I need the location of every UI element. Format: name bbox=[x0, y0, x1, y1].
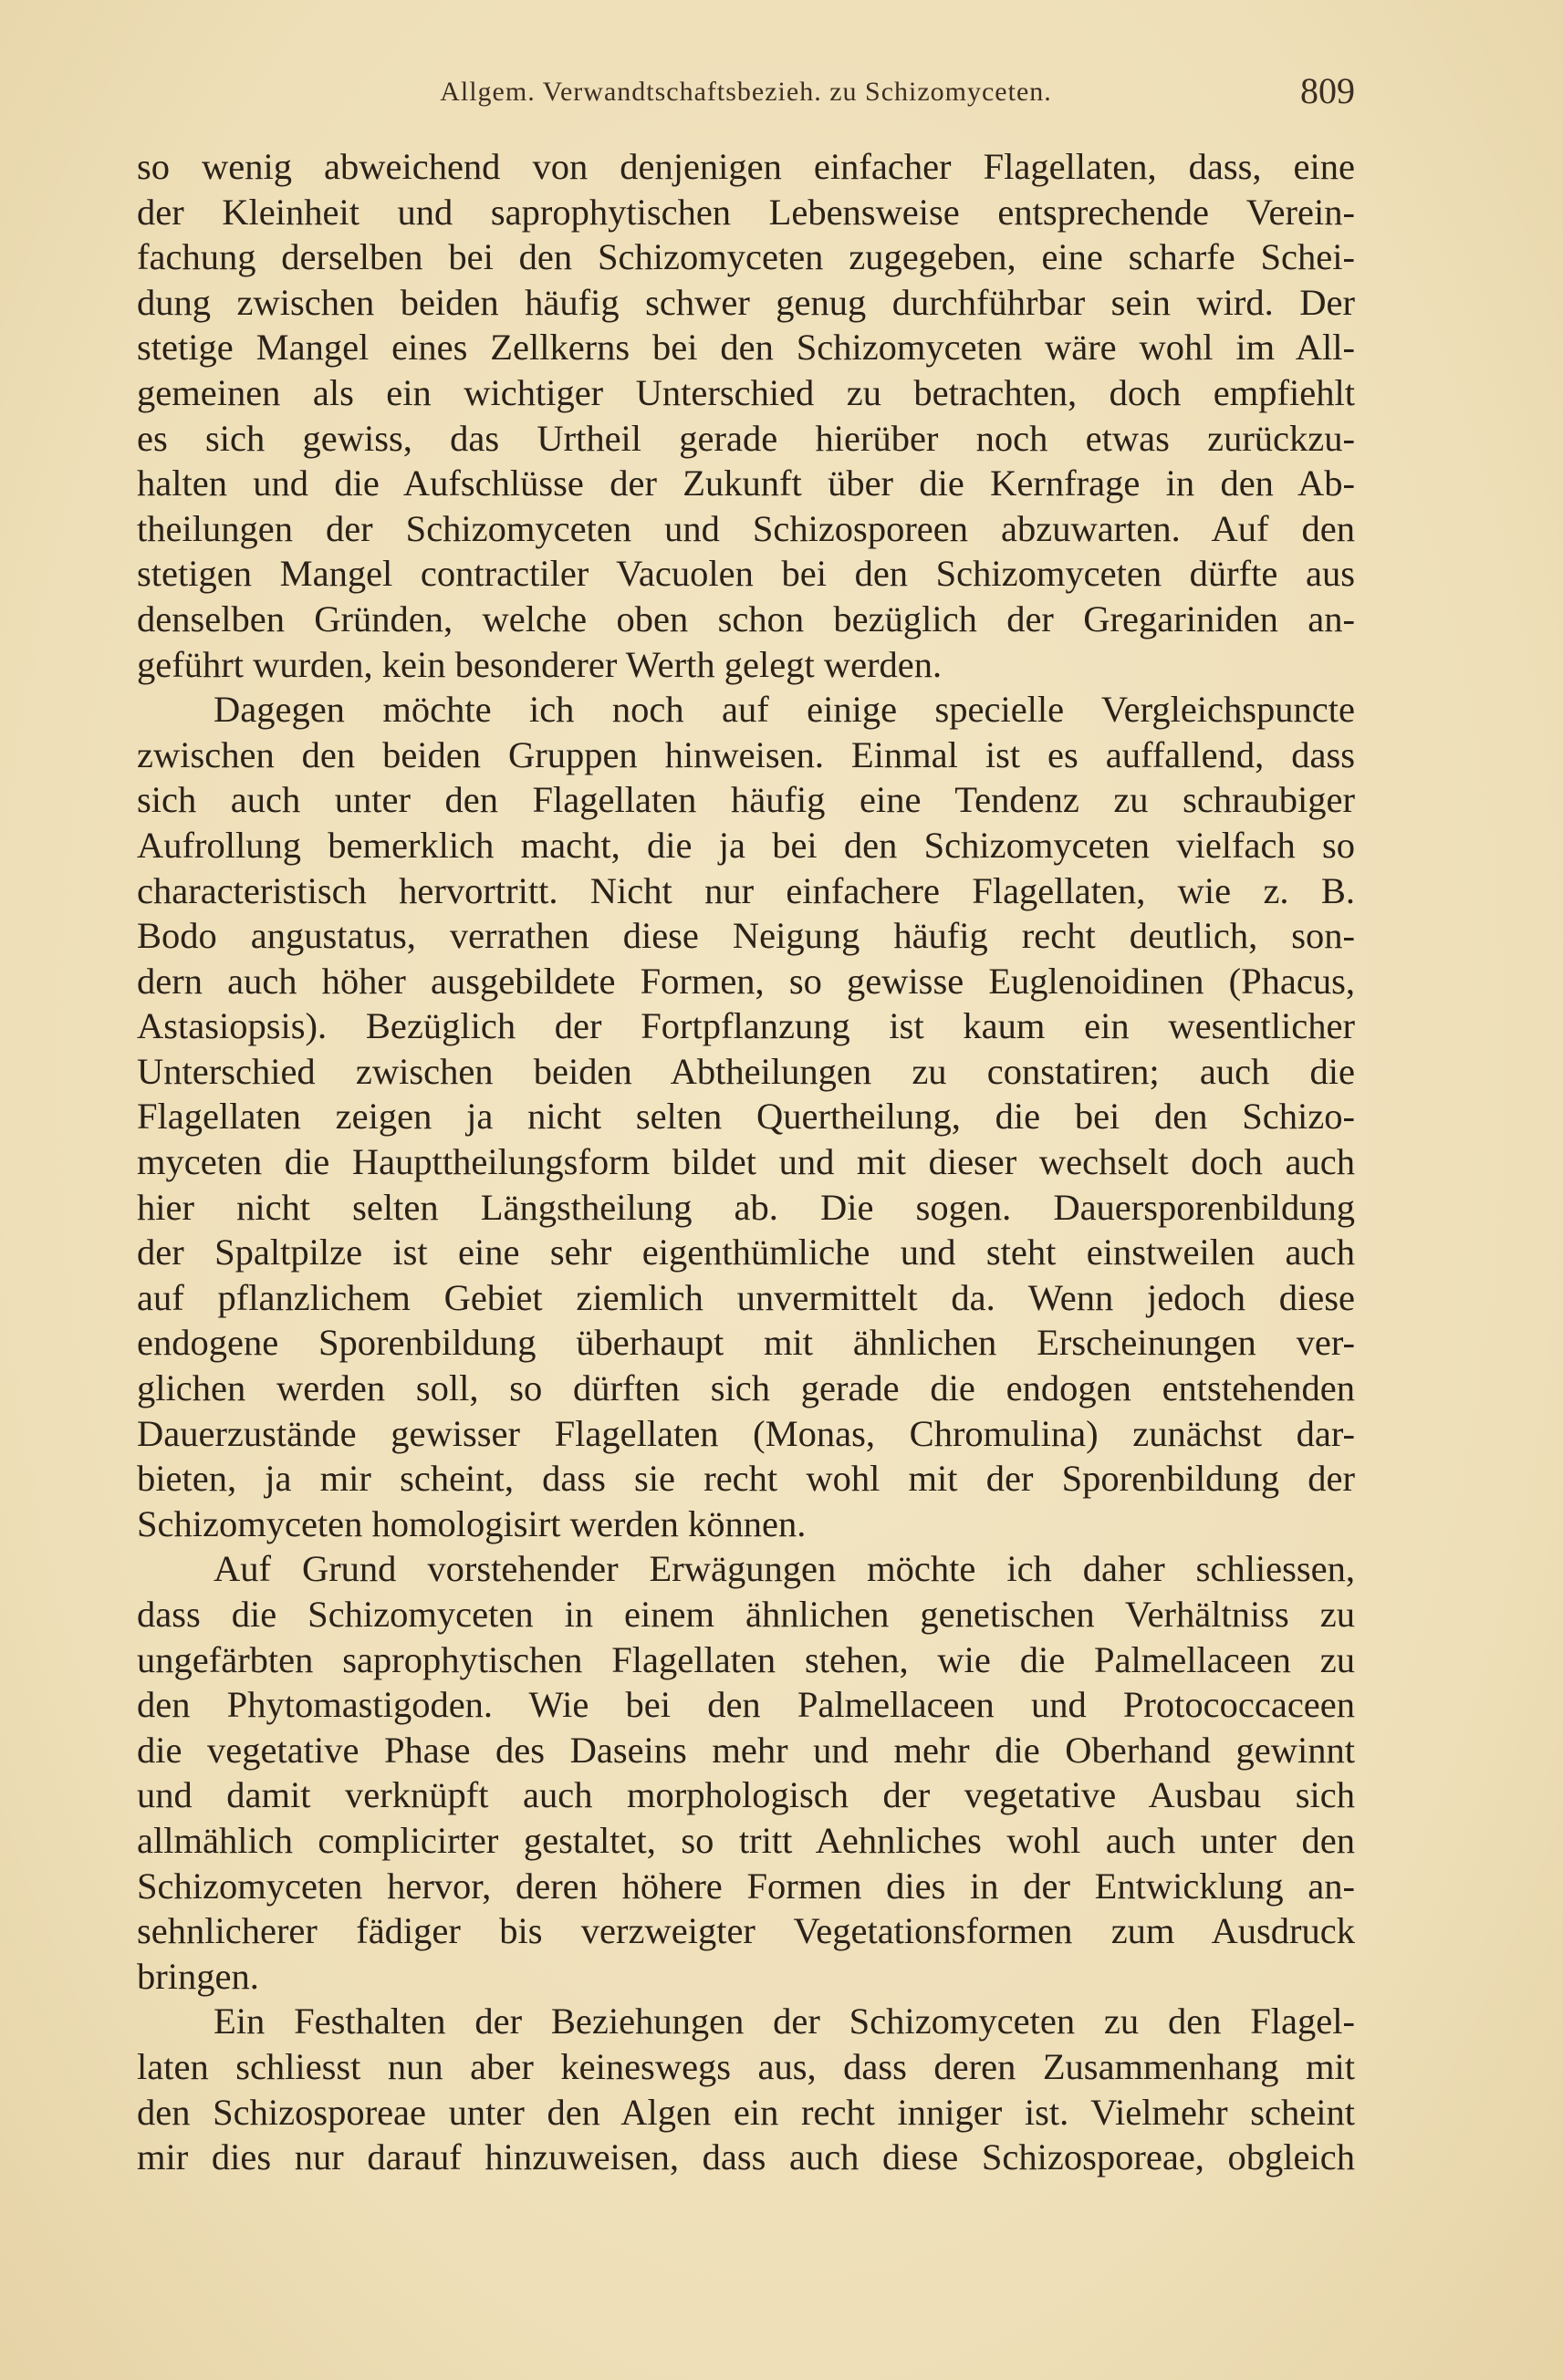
text-line: Schizomyceten homologisirt werden können. bbox=[137, 1502, 807, 1544]
text-line: dern auch höher ausgebildete Formen, so gewisse Euglenoidinen (Phacus, bbox=[137, 960, 1355, 1002]
text-line: theilungen der Schizomyceten und Schizosporeen abzuwarten. Auf den bbox=[137, 507, 1355, 549]
text-line: bringen. bbox=[137, 1955, 259, 1997]
text-line: der Spaltpilze ist eine sehr eigenthümliche und steht einstweilen auch bbox=[137, 1232, 1355, 1273]
text-line: so wenig abweichend von denjenigen einfacher Flagellaten, dass, eine bbox=[137, 146, 1355, 187]
text-line: die vegetative Phase des Daseins mehr und mehr die Oberhand gewinnt bbox=[137, 1729, 1355, 1771]
text-line: sich auch unter den Flagellaten häufig eine Tendenz zu schraubiger bbox=[137, 779, 1355, 821]
text-line: Dagegen möchte ich noch auf einige specielle Vergleichspuncte bbox=[214, 689, 1355, 731]
body-text bbox=[137, 144, 1355, 2180]
running-title: Allgem. Verwandtschaftsbezieh. zu Schizomyceten. bbox=[440, 77, 1052, 107]
text-line: dung zwischen beiden häufig schwer genug durchführbar sein wird. Der bbox=[137, 281, 1355, 323]
paragraph-4 bbox=[137, 1999, 1355, 2179]
text-line: endogene Sporenbildung überhaupt mit ähnlichen Erscheinungen ver- bbox=[137, 1322, 1355, 1364]
text-line: zwischen den beiden Gruppen hinweisen. Einmal ist es auffallend, dass bbox=[137, 733, 1355, 775]
text-line: mir dies nur darauf hinzuweisen, dass auch diese Schizosporeae, obgleich bbox=[137, 2136, 1355, 2178]
text-line: myceten die Haupttheilungsform bildet und mit dieser wechselt doch auch bbox=[137, 1141, 1355, 1183]
text-line: hier nicht selten Längstheilung ab. Die sogen. Dauersporenbildung bbox=[137, 1186, 1355, 1228]
paragraph-1 bbox=[137, 144, 1355, 687]
text-line: der Kleinheit und saprophytischen Lebensweise entsprechende Verein- bbox=[137, 191, 1355, 233]
text-line: stetige Mangel eines Zellkerns bei den Schizomyceten wäre wohl im All- bbox=[137, 327, 1355, 369]
text-line: Dauerzustände gewisser Flagellaten (Monas, Chromulina) zunächst dar- bbox=[137, 1412, 1355, 1454]
text-line: fachung derselben bei den Schizomyceten zugegeben, eine scharfe Schei- bbox=[137, 236, 1355, 278]
text-line: gemeinen als ein wichtiger Unterschied zu betrachten, doch empfiehlt bbox=[137, 371, 1355, 413]
text-line: Unterschied zwischen beiden Abtheilungen zu constatiren; auch die bbox=[137, 1050, 1355, 1092]
paragraph-3 bbox=[137, 1546, 1355, 1999]
text-line: den Phytomastigoden. Wie bei den Palmellaceen und Protococcaceen bbox=[137, 1684, 1355, 1726]
paragraph-2 bbox=[137, 687, 1355, 1546]
text-line: bieten, ja mir scheint, dass sie recht wohl mit der Sporenbildung der bbox=[137, 1458, 1355, 1500]
text-line: Auf Grund vorstehender Erwägungen möchte ich daher schliessen, bbox=[214, 1548, 1355, 1590]
text-line: Aufrollung bemerklich macht, die ja bei den Schizomyceten vielfach so bbox=[137, 824, 1355, 866]
text-line: dass die Schizomyceten in einem ähnlichen genetischen Verhältniss zu bbox=[137, 1594, 1355, 1635]
text-line: laten schliesst nun aber keineswegs aus, dass deren Zusammenhang mit bbox=[137, 2045, 1355, 2087]
text-line: Astasiopsis). Bezüglich der Fortpflanzung ist kaum ein wesentlicher bbox=[137, 1005, 1355, 1047]
page-number: 809 bbox=[1300, 70, 1355, 111]
text-line: halten und die Aufschlüsse der Zukunft über die Kernfrage in den Ab- bbox=[137, 462, 1355, 504]
text-line: ungefärbten saprophytischen Flagellaten stehen, wie die Palmellaceen zu bbox=[137, 1638, 1355, 1680]
text-line: auf pflanzlichem Gebiet ziemlich unvermittelt da. Wenn jedoch diese bbox=[137, 1276, 1355, 1318]
text-line: es sich gewiss, das Urtheil gerade hierüber noch etwas zurückzu- bbox=[137, 417, 1355, 459]
text-line: geführt wurden, kein besonderer Werth gelegt werden. bbox=[137, 643, 943, 685]
text-line: den Schizosporeae unter den Algen ein recht inniger ist. Vielmehr scheint bbox=[137, 2091, 1355, 2133]
text-line: Flagellaten zeigen ja nicht selten Quertheilung, die bei den Schizo- bbox=[137, 1096, 1355, 1138]
text-line: glichen werden soll, so dürften sich gerade die endogen entstehenden bbox=[137, 1367, 1355, 1409]
text-line: Ein Festhalten der Beziehungen der Schizomyceten zu den Flagel- bbox=[214, 2001, 1355, 2042]
text-line: Bodo angustatus, verrathen diese Neigung häufig recht deutlich, son- bbox=[137, 915, 1355, 957]
running-head bbox=[137, 69, 1355, 124]
text-line: und damit verknüpft auch morphologisch der vegetative Ausbau sich bbox=[137, 1774, 1355, 1816]
text-line: allmählich complicirter gestaltet, so tritt Aehnliches wohl auch unter den bbox=[137, 1819, 1355, 1861]
text-line: sehnlicherer fädiger bis verzweigter Vegetationsformen zum Ausdruck bbox=[137, 1910, 1355, 1952]
text-line: stetigen Mangel contractiler Vacuolen bei den Schizomyceten dürfte aus bbox=[137, 553, 1355, 595]
text-line: denselben Gründen, welche oben schon bezüglich der Gregariniden an- bbox=[137, 598, 1355, 639]
text-line: Schizomyceten hervor, deren höhere Formen dies in der Entwicklung an- bbox=[137, 1865, 1355, 1907]
text-line: characteristisch hervortritt. Nicht nur einfachere Flagellaten, wie z. B. bbox=[137, 869, 1355, 911]
